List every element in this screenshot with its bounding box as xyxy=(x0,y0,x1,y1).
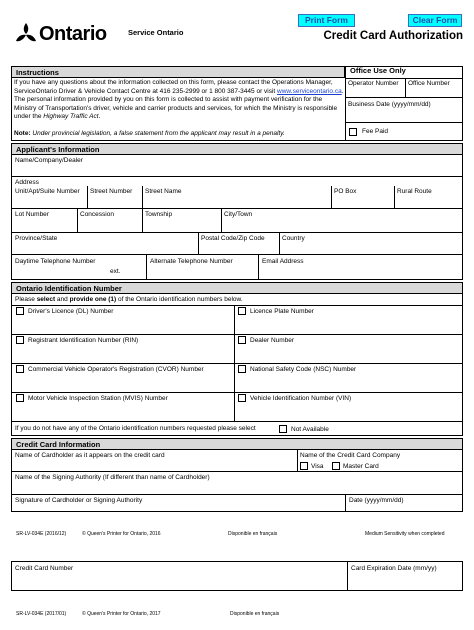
address-label: Address xyxy=(15,179,39,186)
office-number-label: Office Number xyxy=(408,80,450,87)
visa-label: Visa xyxy=(311,463,324,470)
business-date-label: Business Date (yyyy/mm/dd) xyxy=(348,101,431,108)
copyright-2: © Queen's Printer for Ontario, 2017 xyxy=(82,611,161,617)
french-2: Disponible en français xyxy=(230,611,280,617)
trillium-icon xyxy=(14,21,38,47)
clear-form-button[interactable]: Clear Form xyxy=(408,14,462,27)
vin-label: Vehicle Identification Number (VIN) xyxy=(250,395,352,402)
email-label: Email Address xyxy=(262,258,304,265)
fee-paid-label: Fee Paid xyxy=(362,128,389,135)
note-text: Note: Under provincial legislation, a false statement from the applicant may result in a penalty. xyxy=(14,130,285,137)
identification-instructions: Please select and provide one (1) of the Ontario identification numbers below. xyxy=(15,296,243,303)
rural-route-label: Rural Route xyxy=(397,188,432,195)
dl-label: Driver's Licence (DL) Number xyxy=(28,308,114,315)
print-form-button[interactable]: Print Form xyxy=(298,14,355,27)
nsc-label: National Safety Code (NSC) Number xyxy=(250,366,357,373)
mvis-label: Motor Vehicle Inspection Station (MVIS) Number xyxy=(28,395,168,402)
concession-label: Concession xyxy=(80,211,114,218)
form-code-2: SR-LV-034E (2017/01) xyxy=(16,611,67,617)
copyright-1: © Queen's Printer for Ontario, 2016 xyxy=(82,531,161,537)
dl-checkbox[interactable] xyxy=(16,307,24,315)
postal-label: Postal Code/Zip Code xyxy=(201,235,265,242)
page-title: Credit Card Authorization xyxy=(323,30,463,42)
applicant-heading: Applicant's Information xyxy=(11,143,463,155)
fee-paid-checkbox[interactable] xyxy=(349,128,357,136)
province-label: Province/State xyxy=(15,235,58,242)
form-code-1: SR-LV-034E (2016/12) xyxy=(16,531,67,537)
cvor-label: Commercial Vehicle Operator's Registration (CVOR) Number xyxy=(28,366,204,373)
company-label: Name of the Credit Card Company xyxy=(300,452,401,459)
sensitivity-text: Medium Sensitivity when completed xyxy=(365,531,445,537)
unit-label: Unit/Apt/Suite Number xyxy=(15,188,80,195)
card-number-label: Credit Card Number xyxy=(15,565,74,572)
rin-checkbox[interactable] xyxy=(16,336,24,344)
street-number-label: Street Number xyxy=(90,188,133,195)
signature-label: Signature of Cardholder or Signing Authority xyxy=(15,497,143,504)
ontario-logo xyxy=(14,21,107,47)
none-text: If you do not have any of the Ontario identification numbers requested please select xyxy=(15,425,256,432)
french-1: Disponible en français xyxy=(228,531,278,537)
rin-label: Registrant Identification Number (RIN) xyxy=(28,337,139,344)
logo-text: Ontario xyxy=(39,22,107,45)
plate-label: Licence Plate Number xyxy=(250,308,314,315)
po-box-label: PO Box xyxy=(334,188,357,195)
signing-authority-label: Name of the Signing Authority (If different than name of Cardholder) xyxy=(15,474,210,481)
street-name-label: Street Name xyxy=(145,188,182,195)
cvor-checkbox[interactable] xyxy=(16,365,24,373)
cardholder-label: Name of Cardholder as it appears on the credit card xyxy=(15,452,165,459)
lot-label: Lot Number xyxy=(15,211,49,218)
serviceontario-link[interactable]: www.serviceontario.ca xyxy=(277,87,342,95)
dealer-label: Dealer Number xyxy=(250,337,295,344)
alternate-phone-label: Alternate Telephone Number xyxy=(150,258,233,265)
expiration-label: Card Expiration Date (mm/yy) xyxy=(351,565,437,572)
name-label: Name/Company/Dealer xyxy=(15,157,83,164)
not-available-label: Not Available xyxy=(291,426,329,433)
ext-label: ext. xyxy=(110,268,121,275)
country-label: Country xyxy=(282,235,305,242)
daytime-phone-label: Daytime Telephone Number xyxy=(15,258,96,265)
credit-heading: Credit Card Information xyxy=(11,438,463,450)
office-use-heading: Office Use Only xyxy=(350,66,406,75)
visa-checkbox[interactable] xyxy=(300,462,308,470)
township-label: Township xyxy=(145,211,173,218)
service-name: Service Ontario xyxy=(128,28,184,37)
instructions-text: If you have any questions about the information collected on this form, please contact the Operations Manager, ServiceOntario Driver & Vehicle Contact Centre at 416 235-2999 or 1 800 387-3445 or visit www.serviceontario.ca. The personal information provided by you on this form is collected to assist with payment verification for the Ministry of Transportation's driver, vehicle and carrier products and services, for which the Ministry is responsible under the Highway Traffic Act. xyxy=(14,79,344,121)
operator-number-label: Operator Number xyxy=(348,80,399,87)
instructions-heading: Instructions xyxy=(11,66,345,78)
mastercard-label: Master Card xyxy=(343,463,379,470)
dealer-checkbox[interactable] xyxy=(238,336,246,344)
plate-checkbox[interactable] xyxy=(238,307,246,315)
not-available-checkbox[interactable] xyxy=(279,425,287,433)
city-label: City/Town xyxy=(224,211,253,218)
nsc-checkbox[interactable] xyxy=(238,365,246,373)
vin-checkbox[interactable] xyxy=(238,394,246,402)
date-label: Date (yyyy/mm/dd) xyxy=(349,497,404,504)
identification-heading: Ontario Identification Number xyxy=(11,282,463,294)
mvis-checkbox[interactable] xyxy=(16,394,24,402)
mastercard-checkbox[interactable] xyxy=(332,462,340,470)
